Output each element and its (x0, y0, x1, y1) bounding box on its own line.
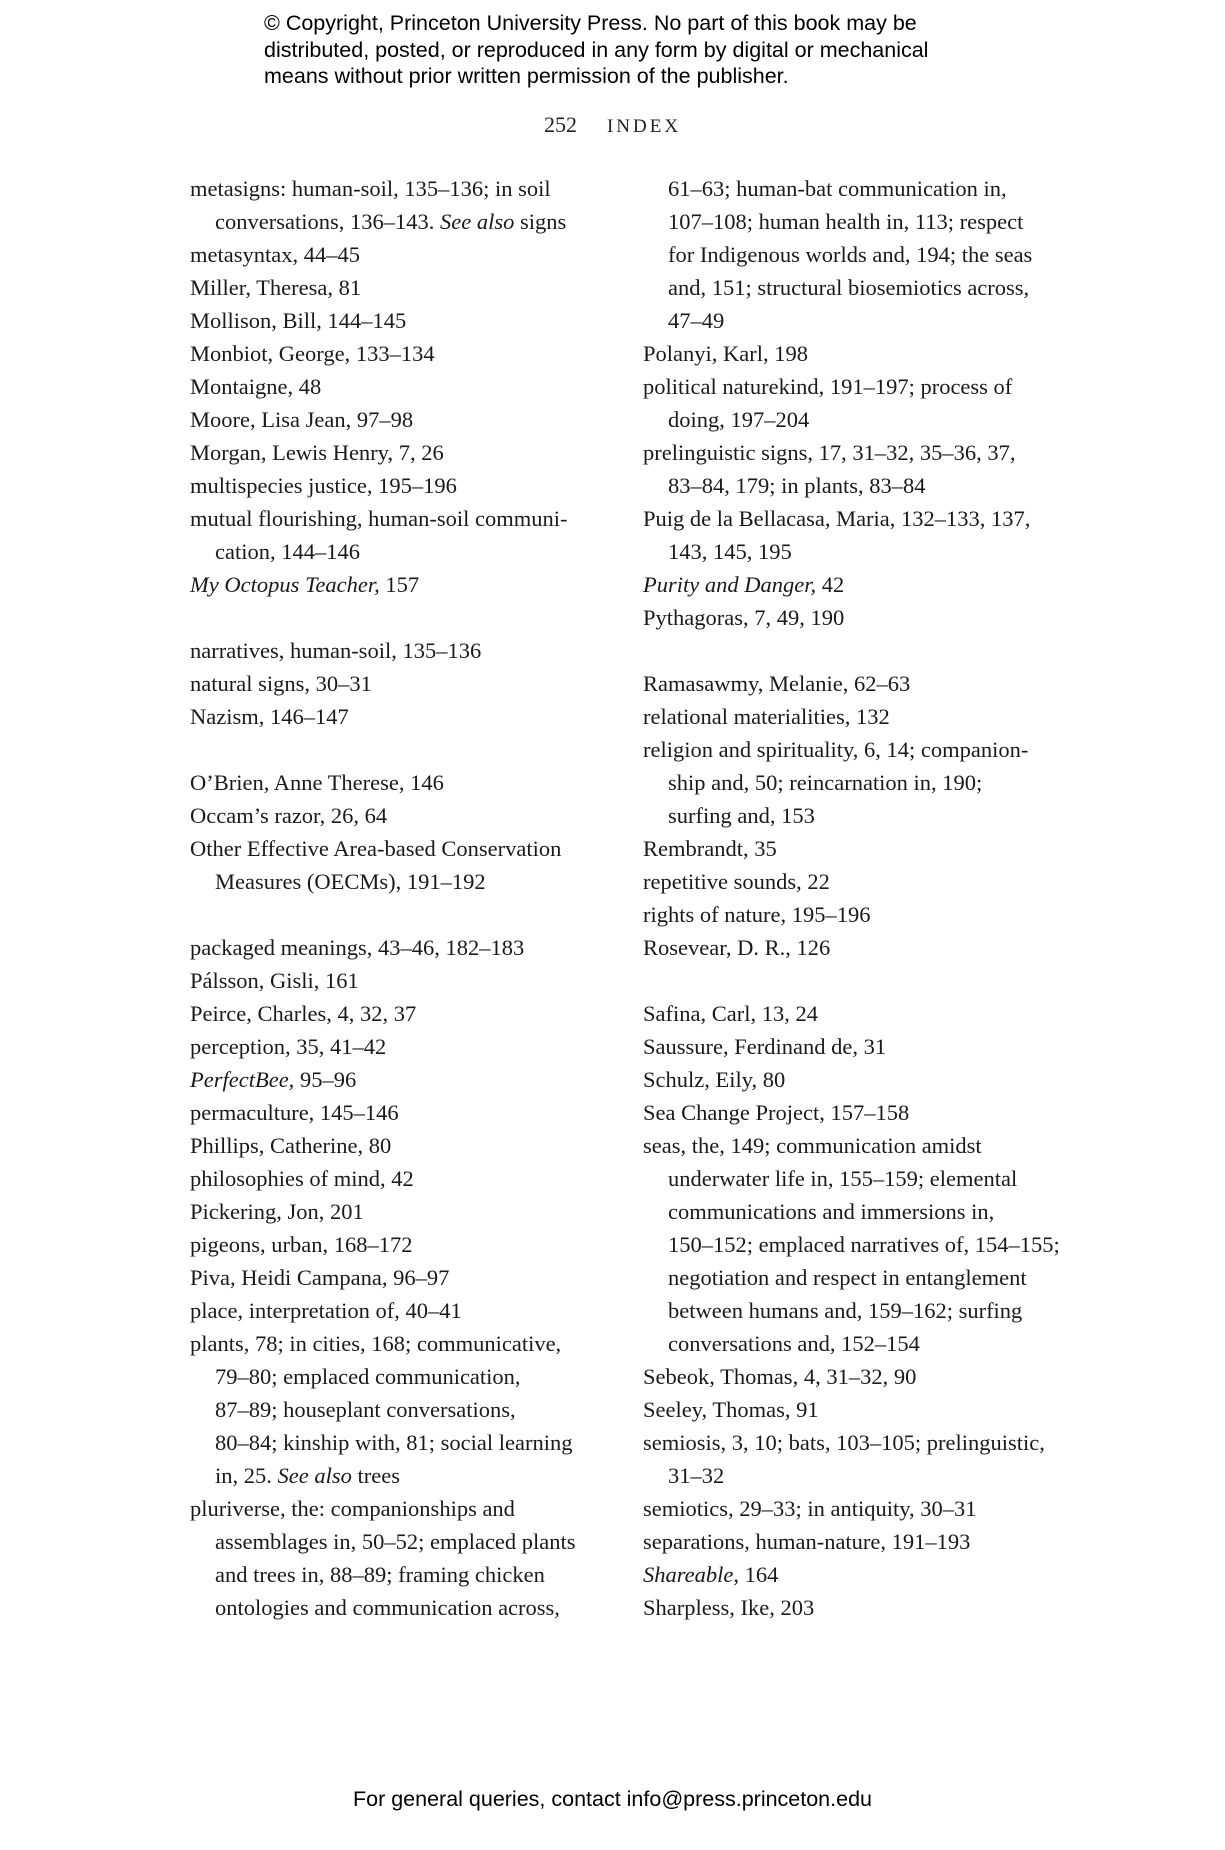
index-text: packaged meanings, 43–46, 182–183 (190, 935, 525, 960)
index-text: and trees in, 88–89; framing chicken (215, 1562, 545, 1587)
index-text: Safina, Carl, 13, 24 (643, 1001, 818, 1026)
index-text-italic: Shareable, (643, 1562, 740, 1587)
index-text: in, 25. (215, 1463, 278, 1488)
index-text: separations, human-nature, 191–193 (643, 1529, 971, 1554)
index-entry (643, 1360, 1063, 1393)
index-text: 83–84, 179; in plants, 83–84 (668, 473, 926, 498)
index-text: Polanyi, Karl, 198 (643, 341, 808, 366)
index-entry (190, 1129, 610, 1162)
index-entry (190, 370, 610, 403)
index-entry (643, 502, 1063, 568)
index-entry (190, 568, 610, 601)
index-text: pluriverse, the: companionships and (190, 1496, 515, 1521)
index-entry (190, 1162, 610, 1195)
index-entry (190, 502, 610, 568)
index-text: 143, 145, 195 (668, 539, 792, 564)
index-text: for Indigenous worlds and, 194; the seas (668, 242, 1033, 267)
index-text: political naturekind, 191–197; process of (643, 374, 1013, 399)
index-entry (643, 931, 1063, 964)
index-text: Rosevear, D. R., 126 (643, 935, 831, 960)
index-entry (643, 1030, 1063, 1063)
index-text: pigeons, urban, 168–172 (190, 1232, 413, 1257)
index-entry (190, 634, 610, 667)
index-text: 95–96 (294, 1067, 357, 1092)
index-text: 107–108; human health in, 113; respect (668, 209, 1024, 234)
letter-group-gap (190, 601, 610, 634)
index-text: doing, 197–204 (668, 407, 810, 432)
index-entry (643, 832, 1063, 865)
index-text: perception, 35, 41–42 (190, 1034, 387, 1059)
index-text: permaculture, 145–146 (190, 1100, 399, 1125)
index-entry (190, 469, 610, 502)
section-title: INDEX (606, 116, 682, 137)
copyright-line: © Copyright, Princeton University Press. No part of this book may be (264, 11, 917, 35)
index-text: religion and spirituality, 6, 14; companion- (643, 737, 1029, 762)
index-text: and, 151; structural biosemiotics across, (668, 275, 1030, 300)
index-text: cation, 144–146 (215, 539, 360, 564)
index-text: Schulz, Eily, 80 (643, 1067, 786, 1092)
index-entry (190, 1294, 610, 1327)
index-text: rights of nature, 195–196 (643, 902, 871, 927)
index-text: assemblages in, 50–52; emplaced plants (215, 1529, 576, 1554)
index-entry (643, 1129, 1063, 1360)
index-text: ship and, 50; reincarnation in, 190; (668, 770, 983, 795)
index-text: 150–152; emplaced narratives of, 154–155; (668, 1232, 1060, 1257)
index-text: signs (514, 209, 567, 234)
index-text: semiotics, 29–33; in antiquity, 30–31 (643, 1496, 977, 1521)
index-entry (190, 403, 610, 436)
index-entry (190, 1096, 610, 1129)
index-entry (643, 1096, 1063, 1129)
index-column-left (190, 172, 610, 1624)
index-text: relational materialities, 132 (643, 704, 890, 729)
index-entry (190, 700, 610, 733)
index-entry-continued (643, 172, 1063, 337)
index-text: natural signs, 30–31 (190, 671, 372, 696)
index-text: 87–89; houseplant conversations, (215, 1397, 516, 1422)
index-text: philosophies of mind, 42 (190, 1166, 414, 1191)
index-entry (190, 964, 610, 997)
index-text: underwater life in, 155–159; elemental (668, 1166, 1018, 1191)
index-entry (643, 865, 1063, 898)
index-text-italic: My Octopus Teacher, (190, 572, 380, 597)
index-text: Miller, Theresa, 81 (190, 275, 362, 300)
index-column-right (643, 172, 1063, 1624)
index-text-italic: See also (277, 1463, 352, 1488)
index-text: Measures (OECMs), 191–192 (215, 869, 486, 894)
index-entry (190, 997, 610, 1030)
index-text: seas, the, 149; communication amidst (643, 1133, 982, 1158)
index-text: 42 (816, 572, 845, 597)
index-entry (190, 832, 610, 898)
letter-group-gap (190, 733, 610, 766)
footer-contact: For general queries, contact info@press.princeton.edu (352, 1787, 872, 1811)
index-text: 61–63; human-bat communication in, (668, 176, 1007, 201)
index-text: semiosis, 3, 10; bats, 103–105; prelinguistic, (643, 1430, 1045, 1455)
index-entry (643, 370, 1063, 436)
index-text: place, interpretation of, 40–41 (190, 1298, 462, 1323)
index-entry (643, 898, 1063, 931)
index-text: Moore, Lisa Jean, 97–98 (190, 407, 414, 432)
index-text: metasyntax, 44–45 (190, 242, 360, 267)
index-text: Sea Change Project, 157–158 (643, 1100, 910, 1125)
index-text: 164 (739, 1562, 779, 1587)
index-text: repetitive sounds, 22 (643, 869, 830, 894)
index-text: Pythagoras, 7, 49, 190 (643, 605, 845, 630)
index-entry (643, 1558, 1063, 1591)
index-text: Monbiot, George, 133–134 (190, 341, 435, 366)
index-text: Sharpless, Ike, 203 (643, 1595, 815, 1620)
index-text: prelinguistic signs, 17, 31–32, 35–36, 37, (643, 440, 1016, 465)
index-entry (643, 1525, 1063, 1558)
index-text: Montaigne, 48 (190, 374, 322, 399)
index-text: Phillips, Catherine, 80 (190, 1133, 392, 1158)
index-text: Pickering, Jon, 201 (190, 1199, 364, 1224)
index-text: 31–32 (668, 1463, 725, 1488)
index-entry (643, 1063, 1063, 1096)
index-entry (643, 1426, 1063, 1492)
index-text: mutual flourishing, human-soil communi- (190, 506, 568, 531)
index-text: conversations, 136–143. (215, 209, 440, 234)
index-text-italic: See also (439, 209, 515, 234)
index-text: 47–49 (668, 308, 725, 333)
index-entry (190, 172, 610, 238)
index-text: Piva, Heidi Campana, 96–97 (190, 1265, 450, 1290)
index-text: Occam’s razor, 26, 64 (190, 803, 388, 828)
index-text: 80–84; kinship with, 81; social learning (215, 1430, 573, 1455)
index-text-italic: Purity and Danger, (643, 572, 817, 597)
letter-group-gap (643, 964, 1063, 997)
index-text: trees (351, 1463, 400, 1488)
index-entry (190, 1030, 610, 1063)
index-text: Morgan, Lewis Henry, 7, 26 (190, 440, 444, 465)
index-text: metasigns: human-soil, 135–136; in soil (190, 176, 551, 201)
index-text: multispecies justice, 195–196 (190, 473, 457, 498)
index-text: Rembrandt, 35 (643, 836, 777, 861)
index-text: communications and immersions in, (668, 1199, 995, 1224)
index-entry (643, 1591, 1063, 1624)
running-head (0, 112, 1225, 138)
index-entry (643, 667, 1063, 700)
letter-group-gap (643, 634, 1063, 667)
index-entry (190, 1492, 610, 1624)
index-text: Saussure, Ferdinand de, 31 (643, 1034, 887, 1059)
index-text: plants, 78; in cities, 168; communicative, (190, 1331, 562, 1356)
index-text: Pálsson, Gisli, 161 (190, 968, 359, 993)
index-entry (643, 997, 1063, 1030)
index-text: O’Brien, Anne Therese, 146 (190, 770, 444, 795)
index-text: 157 (379, 572, 420, 597)
index-entry (190, 271, 610, 304)
index-text: narratives, human-soil, 135–136 (190, 638, 482, 663)
index-text: between humans and, 159–162; surfing (668, 1298, 1023, 1323)
index-entry (190, 1195, 610, 1228)
index-entry (643, 733, 1063, 832)
index-entry (190, 304, 610, 337)
index-entry (643, 700, 1063, 733)
index-text: Puig de la Bellacasa, Maria, 132–133, 137, (643, 506, 1031, 531)
index-entry (643, 1393, 1063, 1426)
index-entry (190, 1228, 610, 1261)
index-entry (190, 766, 610, 799)
letter-group-gap (190, 898, 610, 931)
copyright-notice (264, 10, 984, 90)
index-entry (190, 1327, 610, 1492)
index-entry (190, 799, 610, 832)
index-text: Sebeok, Thomas, 4, 31–32, 90 (643, 1364, 917, 1389)
index-entry (190, 1261, 610, 1294)
index-text: Seeley, Thomas, 91 (643, 1397, 819, 1422)
index-text: Peirce, Charles, 4, 32, 37 (190, 1001, 417, 1026)
index-entry (643, 436, 1063, 502)
index-text: Nazism, 146–147 (190, 704, 349, 729)
index-entry (643, 568, 1063, 601)
index-entry (643, 1492, 1063, 1525)
index-entry (190, 667, 610, 700)
index-text: surfing and, 153 (668, 803, 815, 828)
index-text: Other Effective Area-based Conservation (190, 836, 562, 861)
index-text-italic: PerfectBee, (190, 1067, 295, 1092)
index-text: conversations and, 152–154 (668, 1331, 920, 1356)
copyright-line: distributed, posted, or reproduced in any form by digital or mechanical (264, 37, 929, 62)
index-text: Mollison, Bill, 144–145 (190, 308, 407, 333)
index-entry (190, 436, 610, 469)
index-entry (190, 1063, 610, 1096)
index-text: Ramasawmy, Melanie, 62–63 (643, 671, 911, 696)
index-entry (643, 337, 1063, 370)
index-entry (190, 337, 610, 370)
index-text: ontologies and communication across, (215, 1595, 560, 1620)
copyright-line: means without prior written permission of the publisher. (264, 64, 789, 88)
index-entry (190, 931, 610, 964)
index-entry (643, 601, 1063, 634)
page-number: 252 (543, 112, 577, 137)
index-text: 79–80; emplaced communication, (215, 1364, 521, 1389)
index-entry (190, 238, 610, 271)
index-text: negotiation and respect in entanglement (668, 1265, 1027, 1290)
